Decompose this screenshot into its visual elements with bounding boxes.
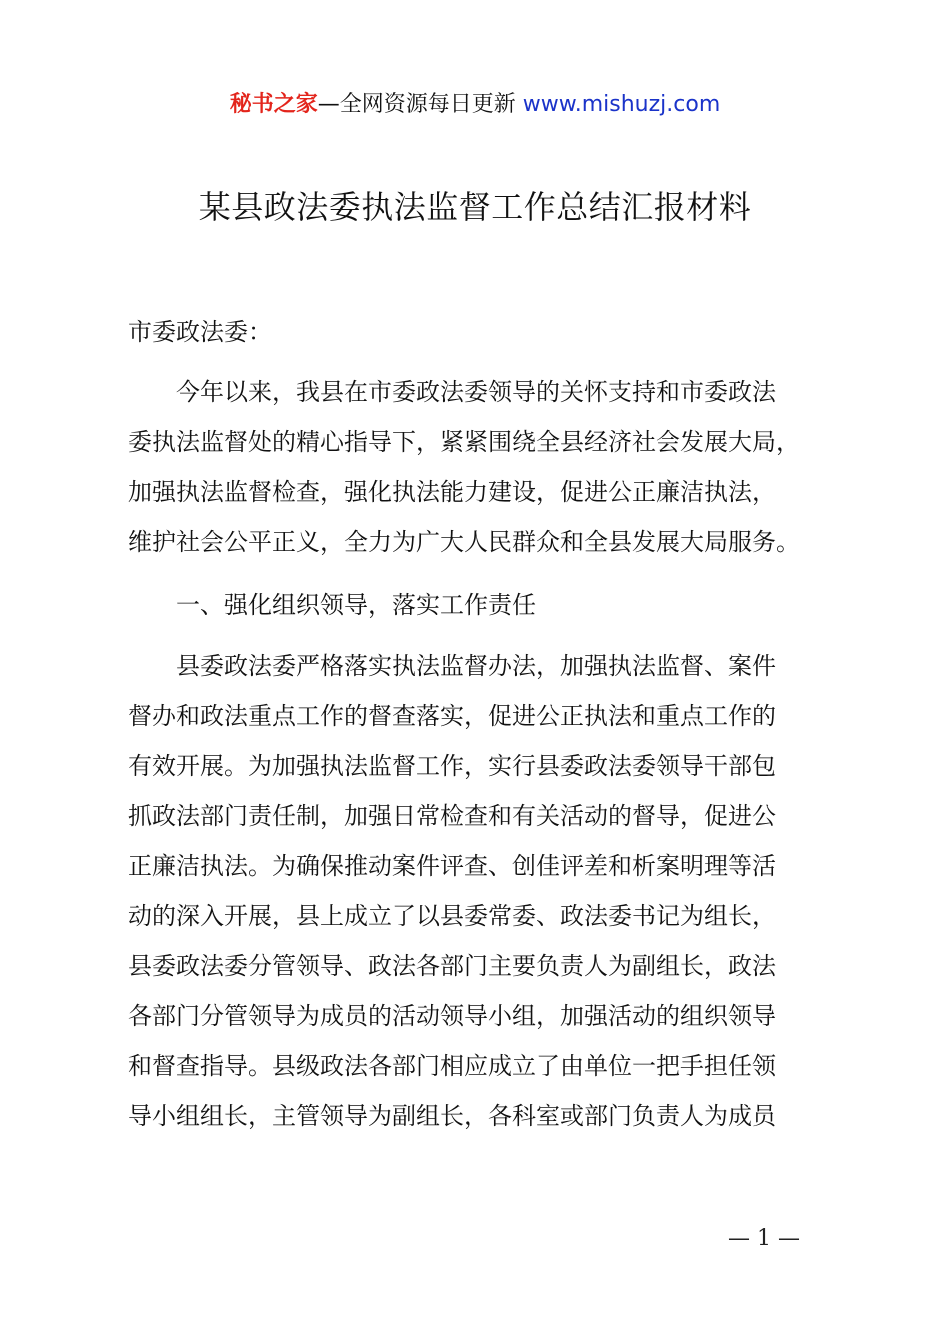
paragraph-2-line-6: 动的深入开展，县上成立了以县委常委、政法委书记为组长， <box>128 902 776 930</box>
paragraph-2-line-3: 有效开展。为加强执法监督工作，实行县委政法委领导干部包 <box>128 752 776 780</box>
paragraph-2-line-8: 各部门分管领导为成员的活动领导小组，加强活动的组织领导 <box>128 1002 776 1030</box>
section-heading-1: 一、强化组织领导，落实工作责任 <box>176 591 536 619</box>
paragraph-1-line-1: 今年以来，我县在市委政法委领导的关怀支持和市委政法 <box>176 378 776 406</box>
paragraph-2-line-2: 督办和政法重点工作的督查落实，促进公正执法和重点工作的 <box>128 702 776 730</box>
paragraph-1-line-4: 维护社会公平正义，全力为广大人民群众和全县发展大局服务。 <box>128 528 800 556</box>
paragraph-1-line-3: 加强执法监督检查，强化执法能力建设，促进公正廉洁执法， <box>128 478 776 506</box>
paragraph-2-line-7: 县委政法委分管领导、政法各部门主要负责人为副组长，政法 <box>128 952 776 980</box>
salutation: 市委政法委： <box>128 318 272 346</box>
site-url-link[interactable]: www.mishuzj.com <box>522 92 721 117</box>
paragraph-1-line-2: 委执法监督处的精心指导下，紧紧围绕全县经济社会发展大局， <box>128 428 800 456</box>
document-title: 某县政法委执法监督工作总结汇报材料 <box>198 188 752 226</box>
page-number: — 1 — <box>728 1226 800 1251</box>
paragraph-2-line-9: 和督查指导。县级政法各部门相应成立了由单位一把手担任领 <box>128 1052 776 1080</box>
document-body <box>128 0 848 1344</box>
paragraph-2-line-4: 抓政法部门责任制，加强日常检查和有关活动的督导，促进公 <box>128 802 776 830</box>
paragraph-2-line-5: 正廉洁执法。为确保推动案件评查、创佳评差和析案明理等活 <box>128 852 776 880</box>
brand-name: 秘书之家 <box>229 92 318 117</box>
paragraph-2-line-1: 县委政法委严格落实执法监督办法，加强执法监督、案件 <box>176 652 776 680</box>
paragraph-2-line-10: 导小组组长，主管领导为副组长，各科室或部门负责人为成员 <box>128 1102 776 1130</box>
site-tagline: —全网资源每日更新 <box>317 92 523 117</box>
